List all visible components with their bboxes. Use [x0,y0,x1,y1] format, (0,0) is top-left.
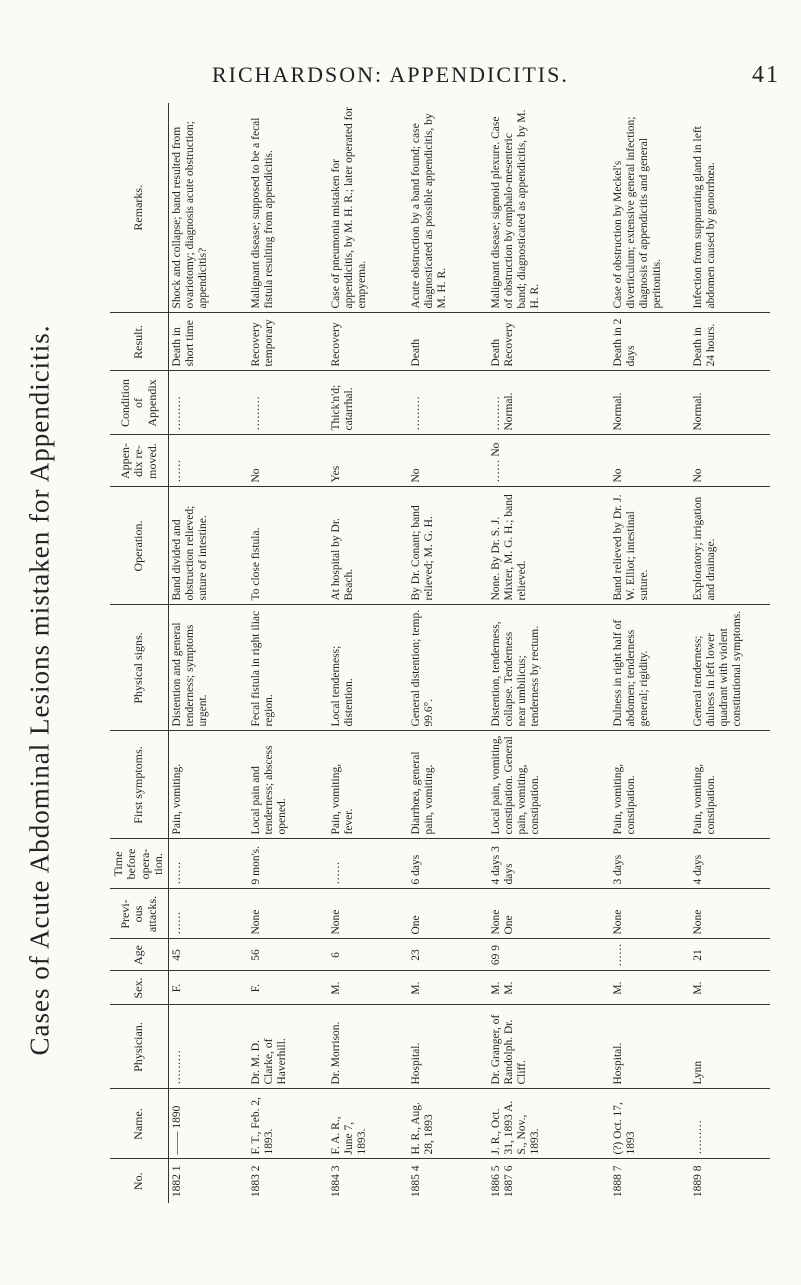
cell-time-before-operation: …… [328,839,408,889]
cell-sex: F. [168,971,248,1005]
cell-name: —— 1890 [168,1089,248,1159]
col-remarks: Remarks. [110,103,168,313]
col-age: Age [110,939,168,971]
cell-condition-of-appendix: ……… [168,371,248,435]
cell-physician: Dr. Granger, of Randolph. Dr. Cliff. [488,1005,610,1089]
col-no: No. [110,1159,168,1203]
table-row [168,103,248,1203]
cell-condition-of-appendix: ……… [248,371,328,435]
cell-condition-of-appendix: Normal. [690,371,770,435]
cell-appendix-removed: No [248,435,328,487]
cell-age: 45 [168,939,248,971]
cell-physical-signs: Fecal fistula in right iliac region. [248,605,328,731]
cell-result: Death in 2 days [610,313,690,371]
cell-first-symptoms: Local pain and tenderness; abscess opened. [248,731,328,839]
cell-physician: Dr. M. D. Clarke, of Haverhill. [248,1005,328,1089]
cell-physical-signs: Local tenderness; distention. [328,605,408,731]
cell-previous-attacks: One [408,889,488,939]
cell-remarks: Infection from suppurating gland in left abdomen caused by gonorrhœa. [692,126,717,309]
cell-name: H. R., Aug. 28, 1893 [408,1089,488,1159]
cell-operation: To close fistula. [248,487,328,605]
cell-remarks: Acute obstruction by a band found; case diagnosticated as possible appendicitis, by M. H. R. [409,113,448,309]
cell-no: 1888 7 [610,1159,690,1203]
cell-appendix-removed: …… [168,435,248,487]
page-number: 41 [752,62,780,88]
cases-table [110,103,770,1203]
col-physical-signs: Physical signs. [110,605,168,731]
cell-remarks: Shock and collapse; band resulted from ovariotomy; diagnosis acute obstruction; appendicitis? [170,121,209,309]
col-result: Result. [110,313,168,371]
cell-previous-attacks: None [610,889,690,939]
cell-appendix-removed: No [610,435,690,487]
cell-name: J. R., Oct. 31, 1893 A. S., Nov., 1893. [488,1089,610,1159]
table-row [408,103,488,1203]
cell-remarks: Malignant disease; supposed to be a fecal fistula resulting from appendicitis. [250,117,276,309]
rotated-table-container [110,103,770,1203]
cell-appendix-removed: …… No [488,435,610,487]
cell-appendix-removed: Yes [328,435,408,487]
cell-operation: Band relieved by Dr. J. W. Elliot; intestinal suture. [610,487,690,605]
col-sex: Sex. [110,971,168,1005]
table-row [610,103,690,1203]
cell-time-before-operation: 9 mon's. [248,839,328,889]
col-operation: Operation. [110,487,168,605]
cell-condition-of-appendix: ……… [408,371,488,435]
cell-physician: Lynn [690,1005,770,1089]
col-previous-attacks: Previ- ous attacks. [110,889,168,939]
cell-operation: None. By Dr. S. J. Mixter, M. G. H.; band relieved. [488,487,610,605]
running-title: RICHARDSON: APPENDICITIS. [212,62,569,87]
cell-physician: ……… [168,1005,248,1089]
cell-result: Death in 24 hours. [690,313,770,371]
cell-no: 1886 5 1887 6 [488,1159,610,1203]
cell-first-symptoms: Pain, vomiting, fever. [328,731,408,839]
cell-age: 21 [690,939,770,971]
page-header [120,62,780,92]
cell-result: Death Recovery [488,313,610,371]
col-appendix-removed: Appen- dix re- moved. [110,435,168,487]
cell-no: 1884 3 [328,1159,408,1203]
cell-previous-attacks: None [328,889,408,939]
cell-physical-signs: Distention, tenderness, collapse. Tenderness near umbilicus; tenderness by rectum. [488,605,610,731]
col-time-before-operation: Time before opera- tion. [110,839,168,889]
cell-sex: M. [610,971,690,1005]
cell-no: 1883 2 [248,1159,328,1203]
cell-time-before-operation: 3 days [610,839,690,889]
cell-result: Recovery [328,313,408,371]
cell-operation: Exploratory; irrigation and drainage. [690,487,770,605]
cell-previous-attacks: None [690,889,770,939]
table-row [488,103,610,1203]
col-name: Name. [110,1089,168,1159]
col-first-symptoms: First symptoms. [110,731,168,839]
cell-name: ……… [690,1089,770,1159]
cell-condition-of-appendix: Thick'n'd; catarrhal. [328,371,408,435]
cell-result: Recovery temporary [248,313,328,371]
cell-age: 6 [328,939,408,971]
cell-age: 56 [248,939,328,971]
cell-physician: Hospital. [610,1005,690,1089]
cell-age: 69 9 [488,939,610,971]
cell-sex: M. [690,971,770,1005]
cell-physician: Hospital. [408,1005,488,1089]
cell-previous-attacks: None One [488,889,610,939]
cell-physical-signs: Distention and general tenderness; symptoms urgent. [168,605,248,731]
cell-no: 1889 8 [690,1159,770,1203]
cell-remarks: Malignant disease; sigmoid plexure. Case of obstruction by omphalo-mesenteric band; diagnosticated as appendicitis, by M. H. R. [489,109,541,309]
cell-previous-attacks: None [248,889,328,939]
cell-first-symptoms: Pain, vomiting, constipation. [690,731,770,839]
cell-sex: M. [408,971,488,1005]
table-title: Cases of Acute Abdominal Lesions mistaken for Appendicitis. [24,324,55,1056]
cell-time-before-operation: 6 days [408,839,488,889]
cell-first-symptoms: Pain, vomiting. [168,731,248,839]
cell-remarks: Case of pneumonia mistaken for appendicitis, by M. H. R.; later operated for empyema. [330,106,368,309]
cell-condition-of-appendix: ……… Normal. [488,371,610,435]
cell-first-symptoms: Local pain, vomiting, constipation. General pain, vomiting, constipation. [488,731,610,839]
cell-time-before-operation: 4 days 3 days [488,839,610,889]
cell-physical-signs: General tenderness; dulness in left lower quadrant with violent constitutional symptoms. [690,605,770,731]
cell-operation: At hospital by Dr. Beach. [328,487,408,605]
cell-physician: Dr. Morrison. [328,1005,408,1089]
cell-time-before-operation: …… [168,839,248,889]
cell-sex: M. [328,971,408,1005]
table-row [690,103,770,1203]
cell-operation: By Dr. Conant; band relieved; M. G. H. [408,487,488,605]
table-row [328,103,408,1203]
cell-sex: F. [248,971,328,1005]
col-physician: Physician. [110,1005,168,1089]
cell-appendix-removed: No [408,435,488,487]
cell-previous-attacks: …… [168,889,248,939]
col-condition-of-appendix: Condition of Appendix [110,371,168,435]
cell-appendix-removed: No [690,435,770,487]
cell-no: 1882 1 [168,1159,248,1203]
cell-result: Death in short time [168,313,248,371]
cell-name: F. A. R., June 7, 1893. [328,1089,408,1159]
cell-physical-signs: General distention; temp. 99.6°. [408,605,488,731]
cell-sex: M. M. [488,971,610,1005]
cell-name: (?) Oct. 17, 1893 [610,1089,690,1159]
cell-operation: Band divided and obstruction relieved; suture of intestine. [168,487,248,605]
cell-time-before-operation: 4 days [690,839,770,889]
cell-physical-signs: Dulness in right half of abdomen; tenderness general; rigidity. [610,605,690,731]
cell-no: 1885 4 [408,1159,488,1203]
cell-age: …… [610,939,690,971]
cell-result: Death [408,313,488,371]
cell-condition-of-appendix: Normal. [610,371,690,435]
cell-remarks: Case of obstruction by Meckel's diverticulum; extensive general infection; diagnosis of appendicitis and general peritonitis. [612,116,663,309]
table-row [248,103,328,1203]
cell-first-symptoms: Diarrhœa, general pain, vomiting. [408,731,488,839]
cell-name: F. T., Feb. 2, 1893. [248,1089,328,1159]
cell-first-symptoms: Pain, vomiting, constipation. [610,731,690,839]
header-row [110,103,168,1203]
cell-age: 23 [408,939,488,971]
